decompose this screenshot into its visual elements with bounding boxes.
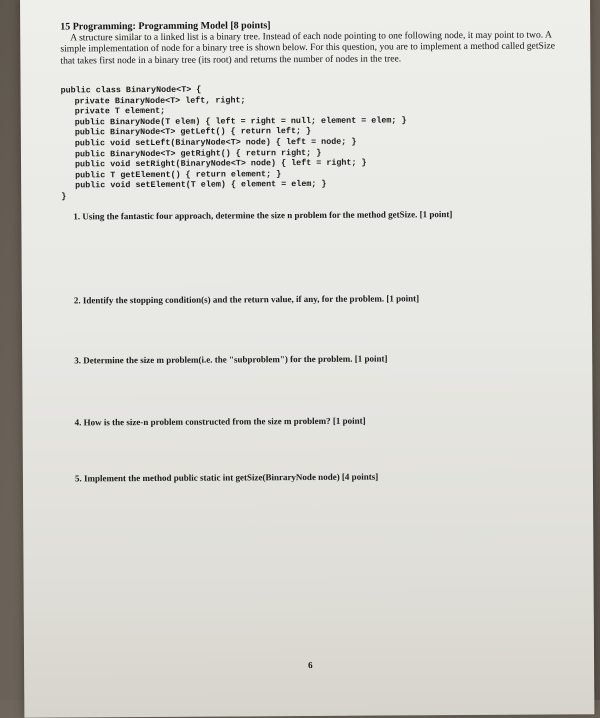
code-line: } (61, 191, 67, 202)
code-line: private T element; (74, 106, 166, 117)
code-line: public T getElement() { return element; } (75, 168, 282, 181)
paper-page (20, 0, 594, 718)
code-line: public BinaryNode<T> getRight() { return right; } (74, 147, 322, 159)
problem-title: 15 Programming: Programming Model [8 points] (60, 20, 271, 33)
question-5: 5. Implement the method public static int getSize(BinraryNode node) [4 points] (74, 471, 379, 484)
code-block (61, 83, 407, 202)
question-1: 1. Using the fantastic four approach, determine the size n problem for the method getSize. [1 point] (73, 209, 453, 222)
question-4: 4. How is the size-n problem constructed from the size m problem? [1 point] (74, 415, 366, 428)
code-line: public void setLeft(BinaryNode<T> node) { left = node; } (74, 136, 357, 149)
code-line: public void setElement(T elem) { element = elem; } (75, 179, 327, 191)
code-line: public class BinaryNode<T> { (60, 84, 202, 96)
code-line: private BinaryNode<T> left, right; (74, 94, 246, 107)
code-line: public BinaryNode(T elem) { left = right = null; element = elem; } (74, 115, 407, 128)
code-line: public BinaryNode<T> getLeft() { return left; } (74, 126, 312, 138)
question-3: 3. Determine the size m problem(i.e. the "subproblem") for the problem. [1 point] (74, 353, 388, 366)
code-line: public void setRight(BinaryNode<T> node) { left = right; } (74, 157, 367, 170)
problem-description: A structure similar to a linked list is a binary tree. Instead of each node pointing to one following node, it may point to two. A simple implementation of node for a binary tree is shown below. For this question, you are to implement a method called getSize that takes first node in a binary tree (its root) and returns the number of nodes in the tree. (60, 29, 556, 67)
problem-header (60, 18, 560, 66)
question-2: 2. Identify the stopping condition(s) and the return value, if any, for the problem. [1 point] (73, 293, 420, 306)
page-number: 6 (308, 659, 313, 670)
